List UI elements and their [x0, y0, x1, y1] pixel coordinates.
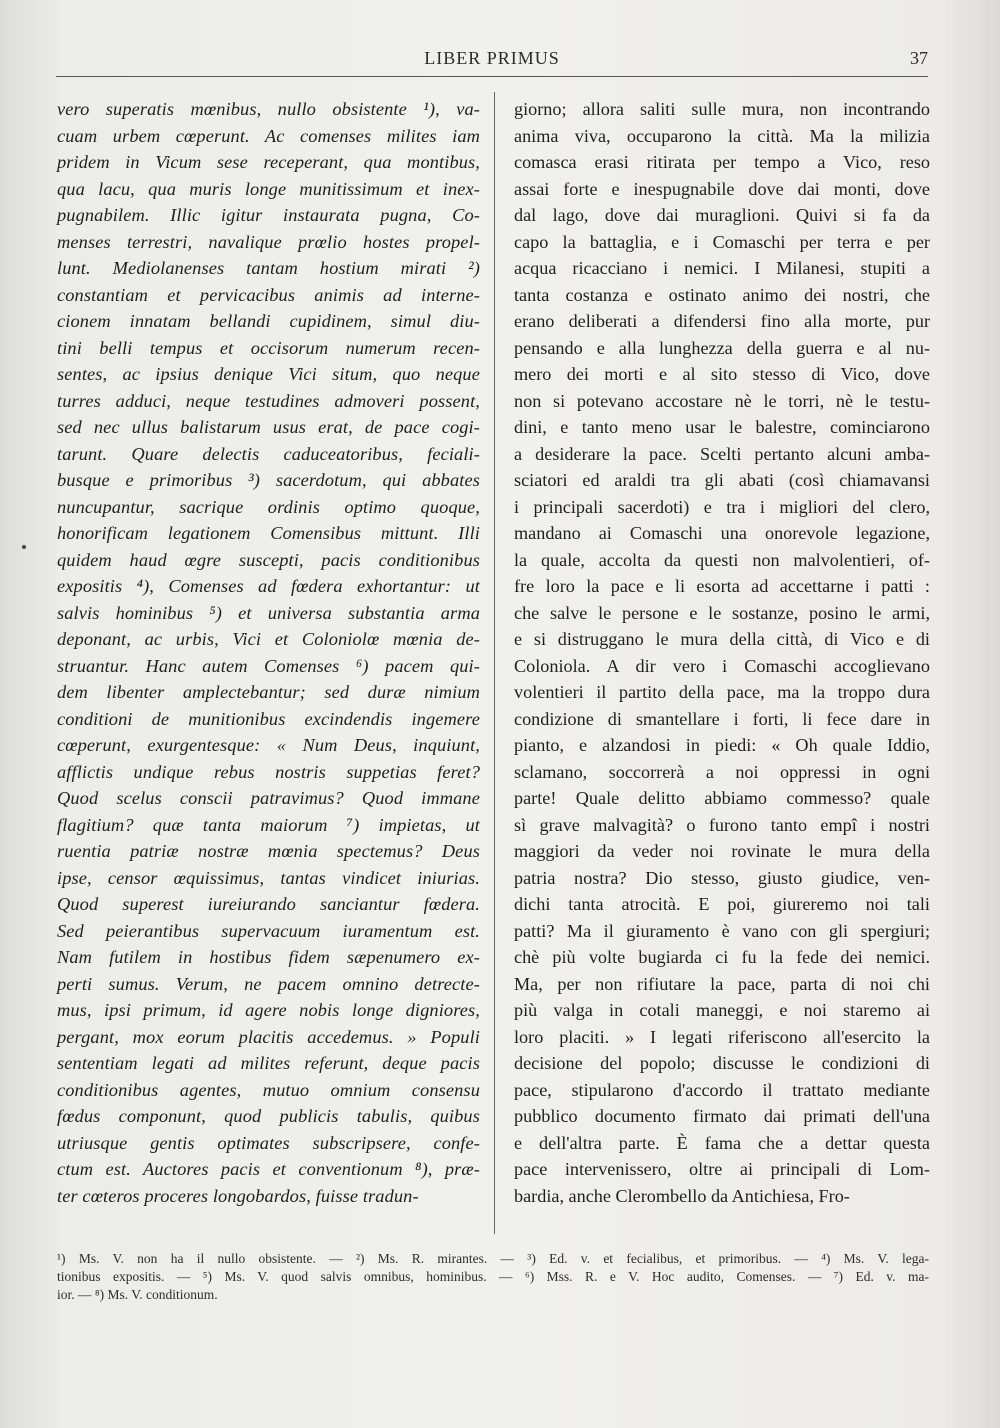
latin-text-line: deponant, ac urbis, Vici et Coloniolœ mœnia de-: [57, 629, 480, 649]
italian-text-line: condizione di smantellare i forti, li fece dare in: [514, 708, 930, 729]
italian-text-line: pubblico documento firmato dai primati dell'una: [514, 1106, 930, 1126]
italian-text-line: chè più volte bugiarda ci fu la fede dei nemici.: [514, 947, 930, 967]
latin-text-line: busque e primoribus ³) sacerdotum, qui abbates: [57, 470, 480, 490]
italian-text-line: maggiori da veder noi rovinate le mura della: [514, 841, 930, 861]
footnote-line: tionibus expositis. — ⁵) Ms. V. quod salvis omnibus, hominibus. — ⁶) Mss. R. e V. Hoc audito, Comenses. — ⁷) Ed. v. ma-: [57, 1269, 929, 1284]
latin-text-line: lunt. Mediolanenses tantam hostium mirati ²): [57, 258, 480, 278]
page-mark: [22, 545, 26, 549]
latin-text-line: utriusque gentis optimates subscripsere, confe-: [57, 1132, 480, 1153]
latin-text-line: Sed peierantibus supervacuum iuramentum est.: [57, 920, 480, 941]
latin-text-line: ter cœteros proceres longobardos, fuisse tradun-: [57, 1185, 419, 1206]
latin-text-line: tarunt. Quare delectis caduceatoribus, feciali-: [57, 443, 480, 464]
latin-text-line: menses terrestri, navalique prœlio hostes propel-: [57, 231, 480, 252]
italian-text-line: anima viva, occuparono la città. Ma la milizia: [514, 125, 930, 146]
italian-text-line: giorno; allora saliti sulle mura, non incontrando: [514, 99, 930, 119]
italian-text-line: sciatori ed araldi tra gli abati (così chiamavansi: [514, 470, 930, 490]
italian-text-line: più valga in cotali maneggi, e noi staremo ai: [514, 1000, 930, 1020]
italian-text-line: la quale, accolta da questi non malvolentieri, of-: [514, 549, 930, 570]
italian-text-line: bardia, anche Clerombello da Antichiesa, Fro-: [514, 1185, 850, 1206]
latin-text-line: dem libenter amplectebantur; sed duræ nimium: [57, 682, 480, 702]
latin-text-line: salvis hominibus ⁵) et universa substantia arma: [57, 602, 480, 623]
italian-text-line: erano deliberati a difendersi fino alla morte, pur: [514, 311, 930, 331]
italian-text-line: mandano ai Comaschi una onorevole legazione,: [514, 523, 930, 543]
latin-text-line: ctum est. Auctores pacis et conventionum ⁸), præ-: [57, 1159, 480, 1179]
latin-text-column: [57, 96, 480, 1209]
latin-text-line: tini belli tempus et occisorum numerum recen-: [57, 337, 480, 358]
latin-text-line: honorificam legationem Comensibus mittunt. Illi: [57, 523, 480, 543]
italian-text-line: parte! Quale delitto abbiamo commesso? quale: [514, 788, 930, 808]
latin-text-line: flagitium? quæ tanta maiorum ⁷) impietas, ut: [57, 814, 480, 835]
italian-text-line: dal lago, dove dai muraglioni. Quivi si fa da: [514, 205, 930, 225]
italian-text-line: a desiderare la pace. Scelti pertanto alcuni amba-: [514, 443, 930, 464]
latin-text-line: nuncupantur, sacrique ordinis optimo quoque,: [57, 496, 480, 517]
latin-text-line: fœdus componunt, quod publicis tabulis, quibus: [57, 1106, 480, 1126]
latin-text-line: conditioni de munitionibus excindendis ingemere: [57, 708, 480, 729]
latin-text-line: Quod superest iureiurando sanciantur fœdera.: [57, 894, 480, 914]
latin-text-line: pridem in Vicum sese receperant, qua montibus,: [57, 152, 480, 172]
italian-text-line: che salve le persone e le sostanze, posino le armi,: [514, 602, 930, 623]
italian-text-line: comasca erasi ritirata per tempo a Vico, reso: [514, 152, 930, 172]
latin-text-line: qua lacu, qua muris longe munitissimum et inex-: [57, 178, 480, 199]
latin-text-line: expositis ⁴), Comenses ad fœdera exhortantur: ut: [57, 576, 480, 596]
latin-text-line: Quod scelus conscii patravimus? Quod immane: [57, 788, 480, 808]
footnote-line: ior. — ⁸) Ms. V. conditionum.: [57, 1287, 218, 1302]
latin-text-line: constantiam et pervicacibus animis ad interne-: [57, 284, 480, 305]
italian-text-line: patti? Ma il giuramento è vano con gli spergiuri;: [514, 920, 930, 941]
running-head: [56, 48, 928, 72]
italian-text-line: sclamano, soccorrerà a noi oppressi in ogni: [514, 761, 930, 782]
latin-text-line: mus, ipsi primum, id agere nobis longe digniores,: [57, 1000, 480, 1020]
italian-text-line: e dell'altra parte. È fama che a dettar questa: [514, 1132, 930, 1153]
latin-text-line: perti sumus. Verum, ne pacem omnino detrecte-: [57, 973, 480, 994]
italian-text-line: mero dei morti e al sito stesso di Vico, dove: [514, 364, 930, 384]
italian-text-line: pace, stipularono d'accordo il trattato mediante: [514, 1079, 930, 1100]
footnote-line: ¹) Ms. V. non ha il nullo obsistente. — ²) Ms. R. mirantes. — ³) Ed. v. et fecialibus, et primoribus. — ⁴) Ms. V. lega-: [57, 1251, 929, 1266]
italian-text-line: patria nostra? Dio stesso, giusto giudice, ven-: [514, 867, 930, 888]
italian-text-line: decisione del popolo; discusse le condizioni di: [514, 1053, 930, 1073]
italian-text-line: loro placiti. » I legati riferiscono all'esercito la: [514, 1026, 930, 1047]
latin-text-line: conditionibus agentes, mutuo omnium consensu: [57, 1079, 480, 1100]
column-divider: [494, 92, 495, 1234]
latin-text-line: pugnabilem. Illic igitur instaurata pugna, Co-: [57, 205, 480, 225]
italian-text-line: pace intervenissero, oltre ai principali di Lom-: [514, 1159, 930, 1179]
italian-text-line: volentieri il partito della pace, ma la troppo dura: [514, 682, 930, 702]
header-rule: [56, 76, 928, 77]
latin-text-line: turres adduci, neque testudines admoveri possent,: [57, 390, 480, 411]
latin-text-line: sed nec ullus balistarum usus erat, de pace cogi-: [57, 417, 480, 437]
page-number: 37: [910, 48, 928, 68]
italian-text-line: i principali sacerdoti) e tra i migliori del clero,: [514, 496, 930, 517]
latin-text-line: quidem haud œgre suscepti, pacis conditionibus: [57, 549, 480, 570]
italian-text-column: [514, 96, 930, 1209]
italian-text-line: Ma, per non rifiutare la pace, parta di noi chi: [514, 973, 930, 994]
italian-text-line: fre loro la pace e li esorta ad accettarne i patti :: [514, 576, 930, 596]
italian-text-line: Coloniola. A dir vero i Comaschi accoglievano: [514, 655, 930, 676]
italian-text-line: tanta costanza e ostinato animo dei nostri, che: [514, 284, 930, 305]
latin-text-line: ruentia patriæ nostræ mœnia spectemus? Deus: [57, 841, 480, 861]
latin-text-line: sententiam legati ad milites referunt, deque pacis: [57, 1053, 480, 1073]
footnotes: [57, 1250, 929, 1304]
latin-text-line: Nam futilem in hostibus fidem sæpenumero ex-: [57, 947, 480, 967]
running-title: LIBER PRIMUS: [424, 48, 560, 68]
latin-text-line: struantur. Hanc autem Comenses ⁶) pacem qui-: [57, 655, 480, 676]
latin-text-line: cionem innatam bellandi cupidinem, simul diu-: [57, 311, 480, 331]
latin-text-line: sentes, ac ipsius denique Vici situm, quo neque: [57, 364, 480, 384]
italian-text-line: capo la battaglia, e i Comaschi per terra e per: [514, 231, 930, 252]
latin-text-line: pergant, mox eorum placitis accedemus. » Populi: [57, 1026, 480, 1047]
italian-text-line: e si distruggano le mura della città, di Vico e di: [514, 629, 930, 649]
latin-text-line: vero superatis mœnibus, nullo obsistente ¹), va-: [57, 99, 480, 119]
italian-text-line: pensando e alla lunghezza della guerra e al nu-: [514, 337, 930, 358]
latin-text-line: ipse, censor œquissimus, tantas vindicet iniurias.: [57, 867, 480, 888]
italian-text-line: dichi tanta atrocità. E poi, giureremo noi tali: [514, 894, 930, 914]
latin-text-line: afflictis undique rebus nostris suppetias feret?: [57, 761, 480, 782]
latin-text-line: cuam urbem cœperunt. Ac comenses milites iam: [57, 125, 480, 146]
italian-text-line: assai forte e inespugnabile dove dai monti, dove: [514, 178, 930, 199]
italian-text-line: sì grave malvagità? o furono tanto empî i nostri: [514, 814, 930, 835]
italian-text-line: dini, e tanto meno usar le balestre, cominciarono: [514, 417, 930, 437]
latin-text-line: cœperunt, exurgentesque: « Num Deus, inquiunt,: [57, 735, 480, 755]
italian-text-line: pianto, e alzandosi in piedi: « Oh quale Iddio,: [514, 735, 930, 755]
italian-text-line: acqua ricacciano i nemici. I Milanesi, stupiti a: [514, 258, 930, 278]
italian-text-line: non si potevano accostare nè le torri, nè le testu-: [514, 390, 930, 411]
